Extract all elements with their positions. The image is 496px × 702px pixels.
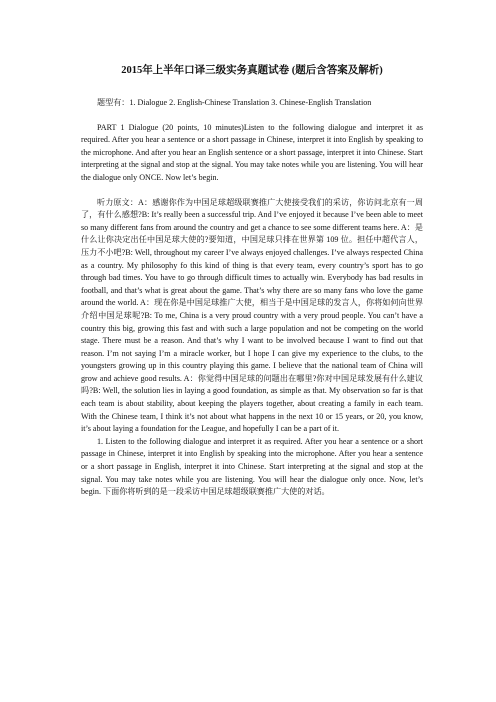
part1-instructions: PART 1 Dialogue (20 points, 10 minutes)Listen to the following dialogue and interpret it as required. After you hear a sentence or a short passage in Chinese, interpret it into English by speaking to the microphone. And after you hear an English sentence or a short passage, interpret it into Chinese. Start interpreting at the signal and stop at the signal. You may take notes while you are listening. You will hear the dialogue only ONCE. Now let’s begin. [81, 122, 423, 182]
listening-transcript: 听力原文：A：感谢你作为中国足球超级联赛推广大使接受我们的采访，你访问北京有一周了，有什么感想?B: It’s really been a successful trip. And I’ve enjoyed it because I’ve been able to meet so many different fans from around the country and get a chance to see some different teams here. A：是什么让你决定出任中国足球大使的?要知道，中国足球只排在世界第 109 位。担任中超代言人，压力不小吧?B: Well, throughout my career I’ve always enjoyed challenges. I’ve always respected China as a country. My philosophy fo this kind of thing is that every team, every country’s sport has to go through bad times. You have to go through difficult times to actually win. Everybody has bad results in football, and that’s what is great about the game. That’s why there are so many fans who love the game around the world. A：现在你是中国足球推广大使，相当于是中国足球的发言人，你将如何向世界介绍中国足球呢?B: To me, China is a very proud country with a very proud people. You can’t have a country this big, growing this fast and with such a large population and not be competing on the world stage. There must be a reason. And that’s why I want to be involved because I want to find out that reason. I’m not saying I’m a miracle worker, but I hope I can give my experience to the clubs, to the youngsters growing up in this country playing this game. I believe that the national team of China will grow and achieve good results. A：你觉得中国足球的问题出在哪里?你对中国足球发展有什么建议吗?B: Well, the solution lies in laying a good foundation, as simple as that. My observation so far is that each team is about stability, about keeping the players together, about creating a family in each team. With the Chinese team, I think it’s not about what happens in the next 10 or 15 years, or 20, you know, it’s about laying a foundation for the League, and hopefully I can be a part of it. [81, 197, 423, 434]
question-types-line: 题型有：1. Dialogue 2. English-Chinese Translation 3. Chinese-English Translation [97, 98, 372, 107]
question-1: 1. Listen to the following dialogue and interpret it as required. After you hear a sentence or a short passage in Chinese, interpret it into English by speaking into the microphone. After you hear a sentence or a short passage in English, interpret it into Chinese. Start interpreting at the signal and stop at the signal. You may take notes while you are listening. You will hear the dialogue only once. Now, let’s begin. 下面你将听到的是一段采访中国足球超级联赛推广大使的对话。 [81, 436, 423, 497]
document-title: 2015年上半年口译三级实务真题试卷 (题后含答案及解析) [121, 65, 383, 76]
